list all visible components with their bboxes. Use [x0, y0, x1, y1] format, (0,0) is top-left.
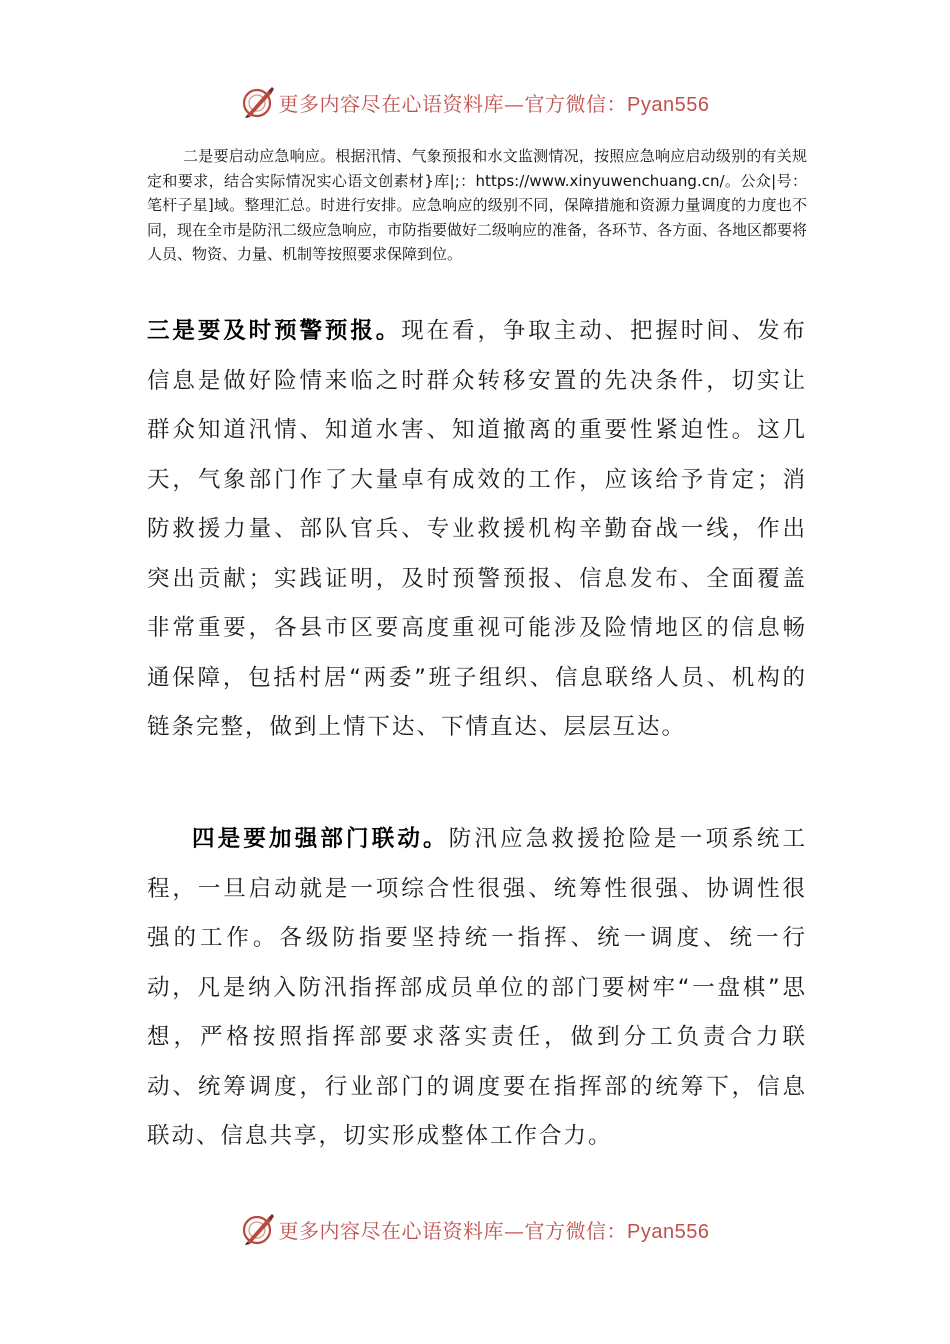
header-banner — [0, 80, 950, 124]
footer-banner-content — [241, 1212, 710, 1246]
paragraph-early-warning — [147, 307, 807, 753]
header-banner-handle: Pyan556 — [627, 93, 710, 116]
paragraph-department-linkage — [147, 815, 807, 1162]
header-banner-content — [241, 85, 710, 119]
paragraph-department-linkage-heading: 四是要加强部门联动。 — [192, 826, 449, 852]
header-banner-text: 更多内容尽在心语资料库—官方微信：Pyan556 — [278, 91, 710, 116]
footer-banner-text: 更多内容尽在心语资料库—官方微信：Pyan556 — [278, 1218, 710, 1243]
paragraph-emergency-response: 二是要启动应急响应。根据汛情、气象预报和水文监测情况，按照应急响应启动级别的有关规定和要求，结合实际情况实心语文创素材}库|;：https://www.xinyuwenchuang.cn/。公众|号：笔杆子星]域。整理汇总。时进行安排。应急响应的级别不同，保障措施和资源力量调度的力度也不同，现在全市是防汛二级应急响应，市防指要做好二级响应的准备，各环节、各方面、各地区都要将人员、物资、力量、机制等按照要求保障到位。 — [147, 147, 808, 264]
pen-logo-icon — [241, 1212, 275, 1246]
paragraph-early-warning-heading: 三是要及时预警预报。 — [147, 318, 402, 344]
pen-logo-icon — [241, 85, 275, 119]
footer-banner-handle: Pyan556 — [627, 1220, 710, 1243]
paragraph-department-linkage-body: 防汛应急救援抢险是一项系统工程，一旦启动就是一项综合性很强、统筹性很强、协调性很强的工作。各级防指要坚持统一指挥、统一调度、统一行动，凡是纳入防汛指挥部成员单位的部门要树牢“一盘棋”思想，严格按照指挥部要求落实责任，做到分工负责合力联动、统筹调度，行业部门的调度要在指挥部的统筹下，信息联动、信息共享，切实形成整体工作合力。 — [147, 826, 807, 1149]
footer-banner — [0, 1207, 950, 1251]
paragraph-early-warning-body: 现在看，争取主动、把握时间、发布信息是做好险情来临之时群众转移安置的先决条件，切实让群众知道汛情、知道水害、知道撤离的重要性紧迫性。这几天，气象部门作了大量卓有成效的工作，应该给予肯定；消防救援力量、部队官兵、专业救援机构辛勤奋战一线，作出突出贡献；实践证明，及时预警预报、信息发布、全面覆盖非常重要，各县市区要高度重视可能涉及险情地区的信息畅通保障，包括村居“两委”班子组织、信息联络人员、机构的链条完整，做到上情下达、下情直达、层层互达。 — [147, 318, 807, 740]
